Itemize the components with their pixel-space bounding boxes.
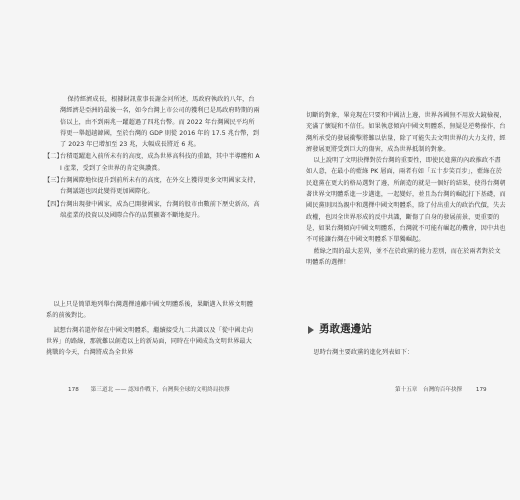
conclusion-paragraph: 藍綠之間的最大差異，並不在於政黨的能力差別，而在於兩者對於文明體系的選擇！ [306, 247, 501, 266]
list-item [44, 199, 260, 222]
list-item-text: 台積電躍進入前所未有的高度，成為世界高科技的重鎮，其中半導體和 AI 產業，受到了全世界的肯定與讚賞。 [60, 153, 260, 172]
left-page-top-block [44, 94, 260, 221]
list-item-text: 台灣國際地位提升到前所未有的高度，在外交上獲得更多文明國家支持，台灣議題也因此變得更加國際化。 [60, 177, 260, 196]
section-lead-block [306, 347, 506, 358]
left-footer [68, 385, 230, 396]
list-item [44, 151, 260, 174]
summary-paragraph: 以上只是簡單地列舉台灣選擇遠離中國文明體系後，果斷邁入世界文明體系的前後對比。 [46, 301, 254, 320]
page-number-right: 179 [475, 387, 487, 393]
section-lead: 思時台灣主要政黨的進化列表如下： [313, 349, 414, 356]
continued-paragraph: 切斷的對象，畢竟現在只要和中國沾上邊，世界各國無不用放大鏡檢視，充滿了懷疑和不信任。如果執意傾向中國文明體系，無疑是逆勢操作，台灣所承受的發展衝擊將難以估量，除了可能失去文明世界的大力支持，經濟發展更將受到巨大的傷害，成為世界抵制的對象。 [306, 112, 506, 153]
list-item-text: 台灣出現發中國家，成為已開發國家，台灣的股市由數前下歷史新高，高端產業的投資以及國際合作的品質顯著不斷地提升。 [60, 200, 260, 219]
right-footer [395, 385, 487, 393]
left-page-bottom-block [46, 299, 256, 358]
running-head-right: 第十五章 台灣的百年抉擇 [395, 387, 463, 393]
list-item-number: 【三】 [44, 177, 63, 185]
section-title: 勇敢選邊站 [319, 323, 372, 335]
list-item [44, 175, 260, 198]
right-page [272, 0, 506, 500]
list-item-number: 【四】 [44, 200, 63, 208]
list-item-number: 【二】 [44, 153, 63, 161]
right-page-top-block [306, 110, 506, 268]
intro-paragraph: 保持經濟成長，根據財訊董事長謝金河所述，馬政府執政的八年，台灣經濟是亞洲的最後一名，如今台灣上市公司的獲利已是馬政府時期的兩倍以上，由不到兩兆一躍超過了四兆台幣。而 2022 年台灣國民平均所得更一舉超越韓國，至於台灣的 GDP 則從 2016 年的 17.5 兆台幣，到了 2023 年已增加至 23 兆，大幅成長將近 6 兆。 [60, 96, 260, 149]
analysis-paragraph: 以上說明了文明抉擇對於台灣的重要性，即使民進黨的內政推政不盡如人意，在最小的藍綠 PK 層面，兩者有如「五十步笑百步」，藍綠在於民進黨在更大的格局選對了邊，所創造的就是一個好的結果，使得台灣朝著世界文明體系進一步邁進，一起變好，並且為台灣的崛起打下基礎，而國民黨則因為親中和選擇中國文明體系，除了付出重大的政治代價，失去政權，也因全世界形成的反中共識，斷傷了自身的發展前景，更重要的是，如果台灣傾向中國文明體系，台灣就不可能有崛起的機會，因中共也不可能讓台灣在中國文明體系下單獨崛起。 [306, 157, 506, 244]
section-heading [308, 324, 508, 335]
running-head-left: 第三道北 —— 認知作戰下，台灣與全球的文明終局抉擇 [90, 387, 230, 393]
triangle-marker-icon [308, 326, 314, 334]
reflection-paragraph: 試想台灣若還停留在中國文明體系，繼續接受九二共識以及「從中國走向世界」的路線，那就難以創造以上的新局面，同時在中國成為文明世界最大挑戰的今天，台灣將成為全世界 [46, 326, 254, 357]
left-page [34, 0, 260, 500]
page-number-left: 178 [68, 387, 79, 393]
